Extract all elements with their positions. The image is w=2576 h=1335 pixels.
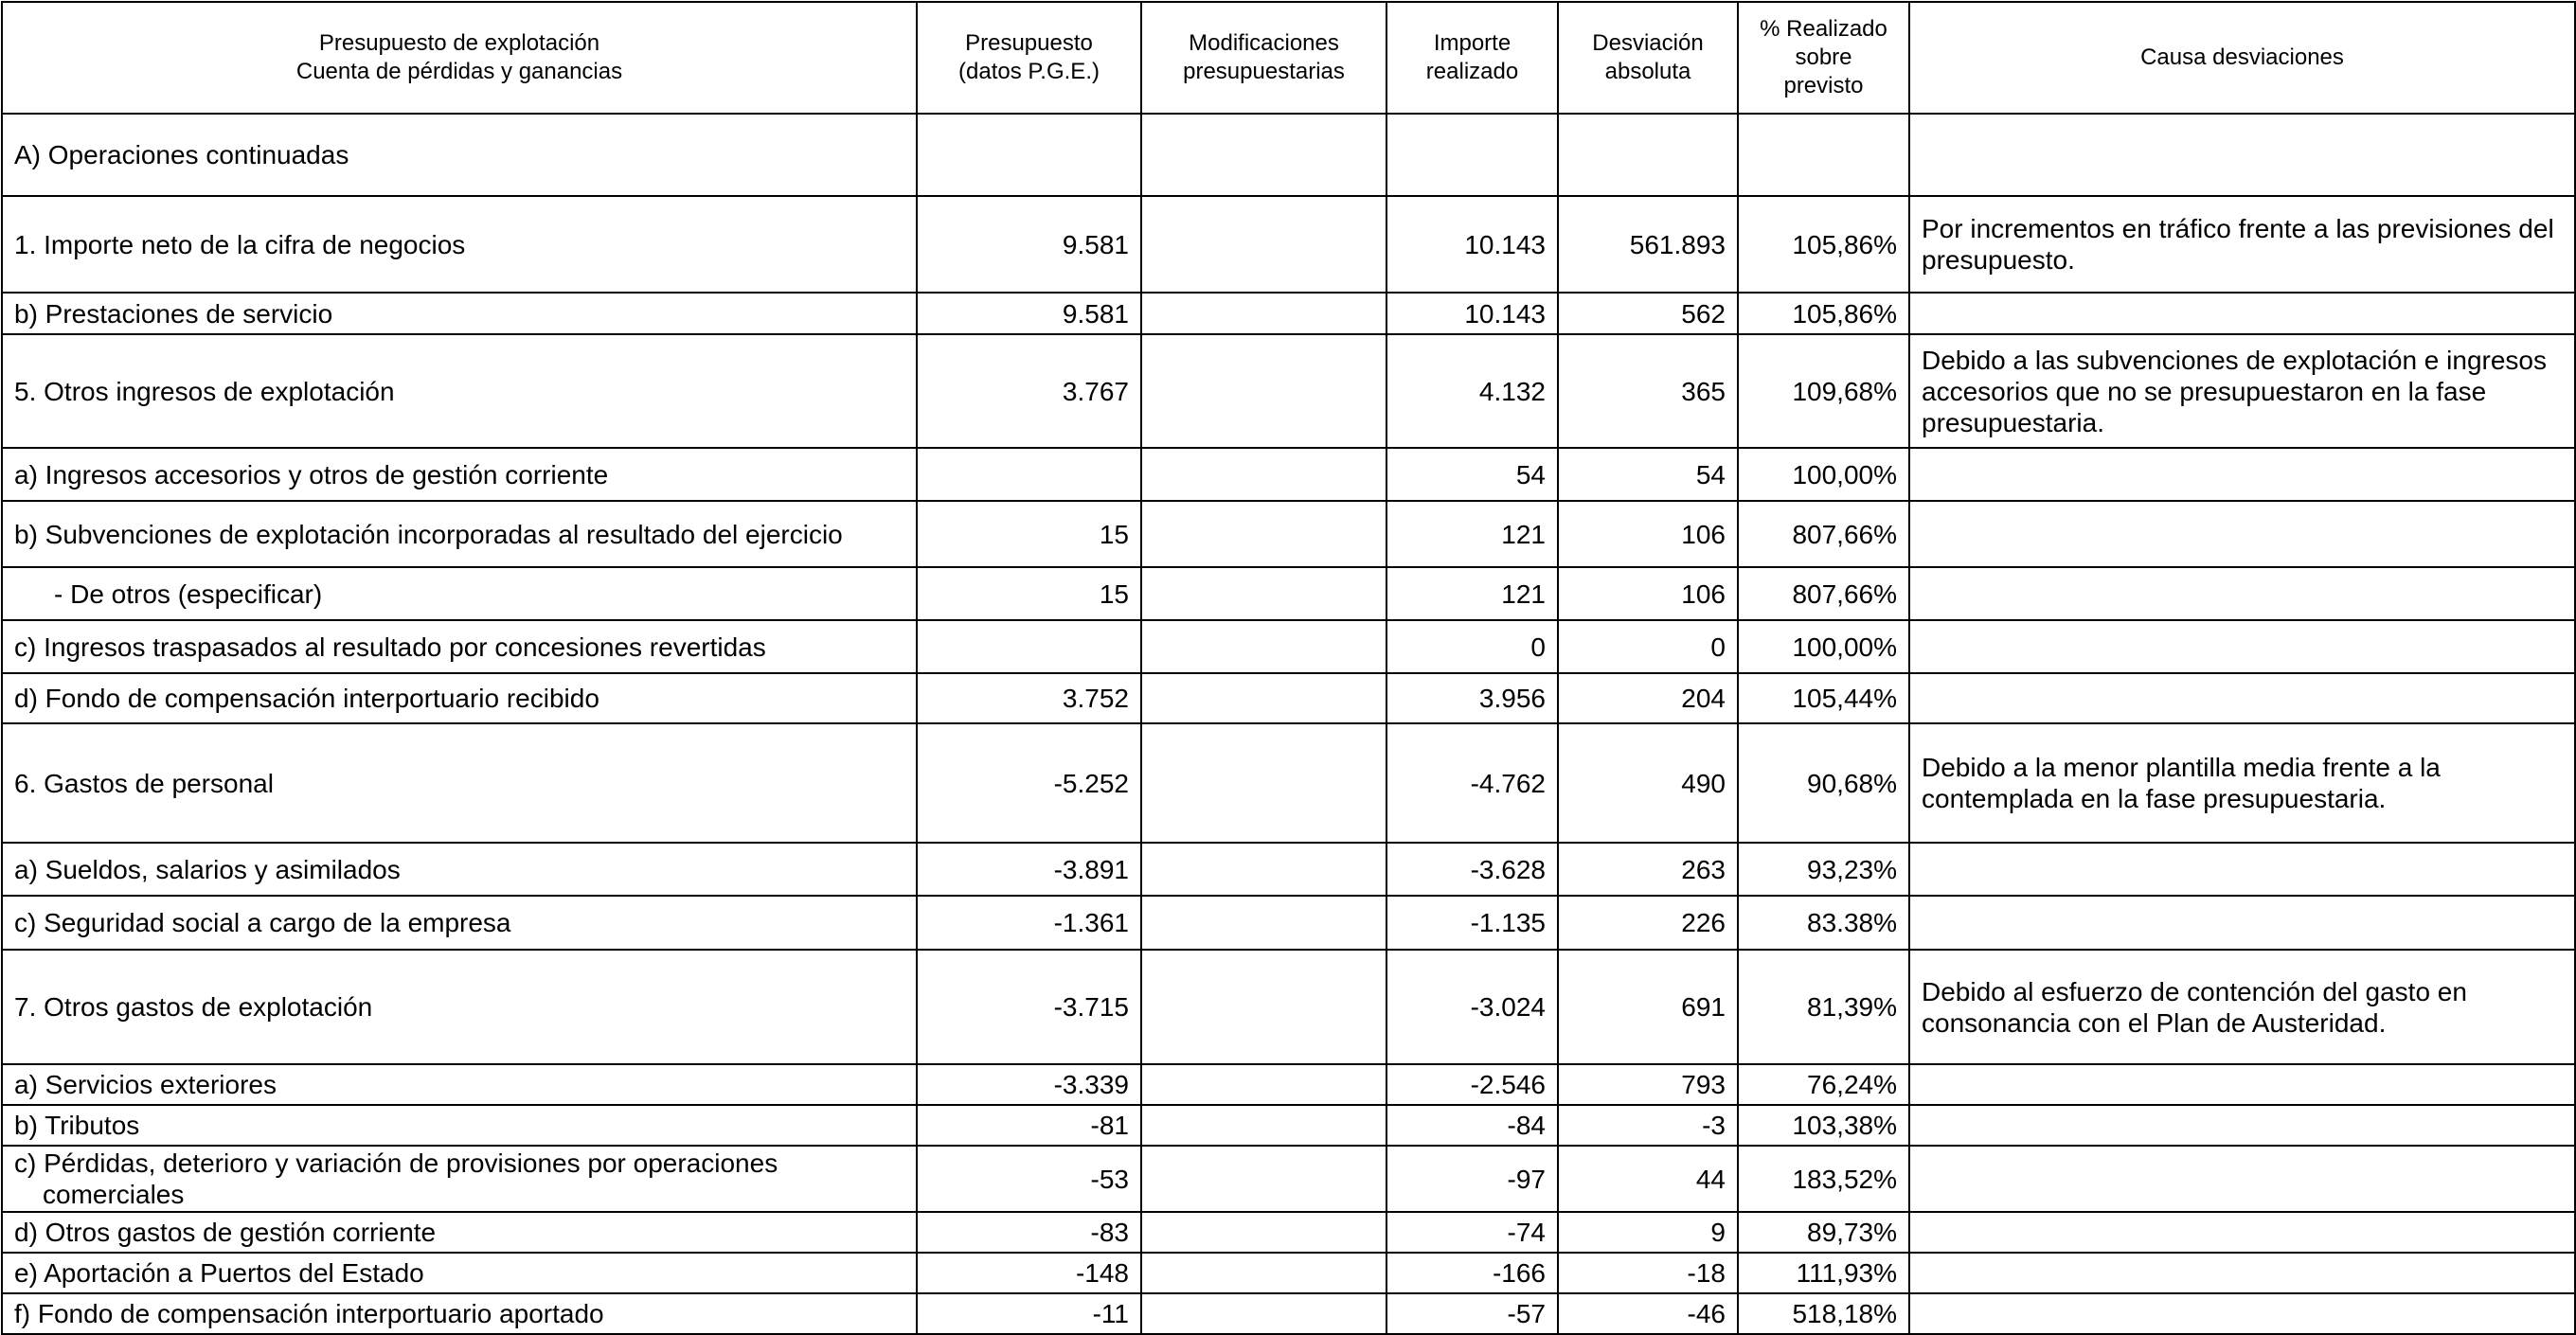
table-row: [2, 673, 2575, 723]
cell-concept: a) Sueldos, salarios y asimilados: [2, 843, 917, 896]
cell-cause: Debido a la menor plantilla media frente a la contemplada en la fase presupuestaria.: [1909, 723, 2575, 843]
table-row: [2, 1105, 2575, 1146]
header-deviation: [1558, 2, 1738, 114]
cell-deviation: 44: [1558, 1146, 1738, 1212]
cell-budget: -148: [917, 1253, 1141, 1293]
cell-budget: [917, 448, 1141, 501]
cell-deviation: 562: [1558, 293, 1738, 334]
header-realized: [1386, 2, 1558, 114]
header-budget-line1: Presupuesto: [965, 30, 1093, 56]
cell-deviation: [1558, 114, 1738, 196]
cell-concept: d) Otros gastos de gestión corriente: [2, 1212, 917, 1253]
cell-percent: 807,66%: [1738, 567, 1909, 620]
cell-budget: 9.581: [917, 196, 1141, 293]
cell-budget: [917, 620, 1141, 673]
header-budget-line2: (datos P.G.E.): [958, 59, 1100, 84]
cell-modifications: [1141, 723, 1386, 843]
cell-concept: f) Fondo de compensación interportuario aportado: [2, 1293, 917, 1334]
header-modifications-line2: presupuestarias: [1183, 59, 1345, 84]
cell-realized: 10.143: [1386, 196, 1558, 293]
cell-realized: 3.956: [1386, 673, 1558, 723]
table-row: [2, 1146, 2575, 1212]
cell-realized: -2.546: [1386, 1064, 1558, 1105]
cell-realized: 121: [1386, 567, 1558, 620]
cell-cause: [1909, 1293, 2575, 1334]
cell-realized: 0: [1386, 620, 1558, 673]
cell-deviation: -46: [1558, 1293, 1738, 1334]
cell-modifications: [1141, 293, 1386, 334]
table-row: [2, 950, 2575, 1064]
header-deviation-line1: Desviación: [1592, 30, 1704, 56]
cell-cause: [1909, 1105, 2575, 1146]
cell-percent: 90,68%: [1738, 723, 1909, 843]
cell-realized: -1.135: [1386, 896, 1558, 950]
header-budget: [917, 2, 1141, 114]
cell-budget: 15: [917, 501, 1141, 567]
cell-budget: 15: [917, 567, 1141, 620]
cell-percent: 183,52%: [1738, 1146, 1909, 1212]
header-cause: [1909, 2, 2575, 114]
header-percent-line1: % Realizado: [1760, 16, 1887, 42]
table-row: [2, 1064, 2575, 1105]
cell-percent: 89,73%: [1738, 1212, 1909, 1253]
cell-deviation: 561.893: [1558, 196, 1738, 293]
cell-deviation: -3: [1558, 1105, 1738, 1146]
cell-percent: [1738, 114, 1909, 196]
cell-modifications: [1141, 1293, 1386, 1334]
table-row: [2, 114, 2575, 196]
cell-percent: 76,24%: [1738, 1064, 1909, 1105]
cell-cause: [1909, 114, 2575, 196]
cell-realized: -4.762: [1386, 723, 1558, 843]
cell-deviation: 106: [1558, 567, 1738, 620]
cell-deviation: 263: [1558, 843, 1738, 896]
cell-modifications: [1141, 334, 1386, 448]
cell-modifications: [1141, 620, 1386, 673]
cell-realized: 4.132: [1386, 334, 1558, 448]
cell-cause: [1909, 620, 2575, 673]
cell-realized: -3.024: [1386, 950, 1558, 1064]
header-cause-label: Causa desviaciones: [2140, 44, 2344, 70]
cell-cause: [1909, 1212, 2575, 1253]
cell-percent: 103,38%: [1738, 1105, 1909, 1146]
cell-concept: c) Pérdidas, deterioro y variación de provisiones por operaciones comerciales: [2, 1146, 917, 1212]
cell-percent: 111,93%: [1738, 1253, 1909, 1293]
header-percent-line2: sobre: [1795, 44, 1852, 70]
cell-realized: -97: [1386, 1146, 1558, 1212]
cell-budget: -5.252: [917, 723, 1141, 843]
cell-percent: 518,18%: [1738, 1293, 1909, 1334]
cell-modifications: [1141, 1212, 1386, 1253]
cell-realized: -57: [1386, 1293, 1558, 1334]
table-row: [2, 501, 2575, 567]
cell-concept: e) Aportación a Puertos del Estado: [2, 1253, 917, 1293]
cell-cause: [1909, 843, 2575, 896]
cell-budget: 3.752: [917, 673, 1141, 723]
cell-cause: [1909, 896, 2575, 950]
cell-concept: 7. Otros gastos de explotación: [2, 950, 917, 1064]
header-row: [2, 2, 2575, 114]
header-modifications-line1: Modificaciones: [1189, 30, 1339, 56]
cell-budget: -3.891: [917, 843, 1141, 896]
table-row: [2, 293, 2575, 334]
cell-cause: [1909, 567, 2575, 620]
cell-concept: b) Tributos: [2, 1105, 917, 1146]
cell-modifications: [1141, 1253, 1386, 1293]
cell-budget: 3.767: [917, 334, 1141, 448]
header-percent-line3: previsto: [1783, 73, 1864, 98]
table-row: [2, 1212, 2575, 1253]
cell-realized: -3.628: [1386, 843, 1558, 896]
table-row: [2, 567, 2575, 620]
table-row: [2, 723, 2575, 843]
cell-concept: b) Prestaciones de servicio: [2, 293, 917, 334]
cell-percent: 100,00%: [1738, 448, 1909, 501]
cell-modifications: [1141, 567, 1386, 620]
cell-percent: 81,39%: [1738, 950, 1909, 1064]
cell-concept: 5. Otros ingresos de explotación: [2, 334, 917, 448]
header-deviation-line2: absoluta: [1604, 59, 1691, 84]
cell-cause: Por incrementos en tráfico frente a las previsiones del presupuesto.: [1909, 196, 2575, 293]
cell-modifications: [1141, 1064, 1386, 1105]
cell-budget: 9.581: [917, 293, 1141, 334]
table-row: [2, 620, 2575, 673]
cell-cause: Debido al esfuerzo de contención del gasto en consonancia con el Plan de Austeridad.: [1909, 950, 2575, 1064]
cell-cause: [1909, 293, 2575, 334]
cell-cause: [1909, 1064, 2575, 1105]
cell-percent: 109,68%: [1738, 334, 1909, 448]
cell-concept: 6. Gastos de personal: [2, 723, 917, 843]
cell-cause: [1909, 1253, 2575, 1293]
cell-modifications: [1141, 448, 1386, 501]
header-concept-line2: Cuenta de pérdidas y ganancias: [295, 59, 623, 84]
cell-modifications: [1141, 950, 1386, 1064]
budget-table: [1, 1, 2576, 1335]
cell-modifications: [1141, 1105, 1386, 1146]
cell-percent: 83.38%: [1738, 896, 1909, 950]
table-row: [2, 1293, 2575, 1334]
cell-deviation: 204: [1558, 673, 1738, 723]
cell-concept: a) Ingresos accesorios y otros de gestión corriente: [2, 448, 917, 501]
table-row: [2, 1253, 2575, 1293]
cell-deviation: 9: [1558, 1212, 1738, 1253]
cell-budget: -81: [917, 1105, 1141, 1146]
cell-realized: -74: [1386, 1212, 1558, 1253]
table-row: [2, 896, 2575, 950]
cell-budget: -3.339: [917, 1064, 1141, 1105]
cell-percent: 105,86%: [1738, 293, 1909, 334]
cell-deviation: 54: [1558, 448, 1738, 501]
cell-budget: -53: [917, 1146, 1141, 1212]
table-body: [2, 114, 2575, 1334]
cell-concept: b) Subvenciones de explotación incorporadas al resultado del ejercicio: [2, 501, 917, 567]
cell-deviation: 0: [1558, 620, 1738, 673]
cell-percent: 100,00%: [1738, 620, 1909, 673]
cell-deviation: 365: [1558, 334, 1738, 448]
table-row: [2, 448, 2575, 501]
cell-modifications: [1141, 196, 1386, 293]
cell-modifications: [1141, 501, 1386, 567]
cell-budget: -1.361: [917, 896, 1141, 950]
table-row: [2, 334, 2575, 448]
cell-realized: -84: [1386, 1105, 1558, 1146]
cell-realized: 10.143: [1386, 293, 1558, 334]
cell-modifications: [1141, 114, 1386, 196]
cell-realized: [1386, 114, 1558, 196]
cell-concept: d) Fondo de compensación interportuario recibido: [2, 673, 917, 723]
cell-cause: [1909, 448, 2575, 501]
cell-deviation: 793: [1558, 1064, 1738, 1105]
cell-budget: -83: [917, 1212, 1141, 1253]
cell-percent: 93,23%: [1738, 843, 1909, 896]
cell-deviation: 226: [1558, 896, 1738, 950]
cell-concept: c) Ingresos traspasados al resultado por concesiones revertidas: [2, 620, 917, 673]
header-realized-line1: Importe: [1433, 30, 1512, 56]
cell-budget: -11: [917, 1293, 1141, 1334]
header-percent: [1738, 2, 1909, 114]
cell-cause: [1909, 501, 2575, 567]
cell-modifications: [1141, 896, 1386, 950]
header-concept-line1: Presupuesto de explotación: [318, 30, 600, 56]
cell-percent: 807,66%: [1738, 501, 1909, 567]
cell-realized: 121: [1386, 501, 1558, 567]
cell-modifications: [1141, 843, 1386, 896]
cell-cause: [1909, 673, 2575, 723]
cell-realized: 54: [1386, 448, 1558, 501]
cell-deviation: 691: [1558, 950, 1738, 1064]
cell-cause: [1909, 1146, 2575, 1212]
cell-modifications: [1141, 1146, 1386, 1212]
header-concept: [2, 2, 917, 114]
cell-budget: [917, 114, 1141, 196]
header-realized-line2: realizado: [1425, 59, 1519, 84]
cell-deviation: 106: [1558, 501, 1738, 567]
cell-deviation: -18: [1558, 1253, 1738, 1293]
cell-realized: -166: [1386, 1253, 1558, 1293]
cell-deviation: 490: [1558, 723, 1738, 843]
cell-concept: a) Servicios exteriores: [2, 1064, 917, 1105]
cell-concept: c) Seguridad social a cargo de la empresa: [2, 896, 917, 950]
header-modifications: [1141, 2, 1386, 114]
cell-percent: 105,86%: [1738, 196, 1909, 293]
cell-concept: - De otros (especificar): [2, 567, 917, 620]
cell-cause: Debido a las subvenciones de explotación e ingresos accesorios que no se presupuestaron en la fase presupuestaria.: [1909, 334, 2575, 448]
cell-concept: A) Operaciones continuadas: [2, 114, 917, 196]
cell-modifications: [1141, 673, 1386, 723]
cell-budget: -3.715: [917, 950, 1141, 1064]
table-row: [2, 843, 2575, 896]
table-row: [2, 196, 2575, 293]
cell-concept: 1. Importe neto de la cifra de negocios: [2, 196, 917, 293]
cell-percent: 105,44%: [1738, 673, 1909, 723]
